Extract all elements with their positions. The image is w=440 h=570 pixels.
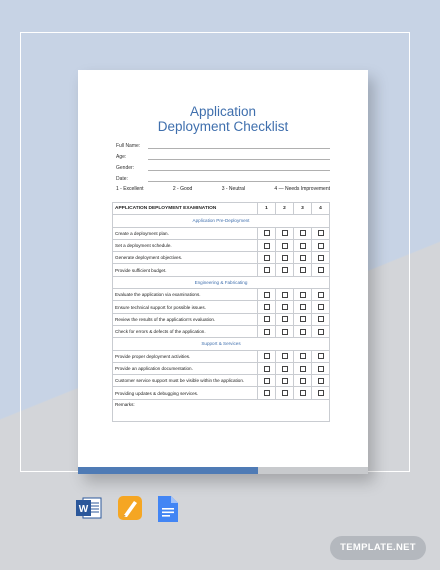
- checklist-item-row: [113, 350, 330, 362]
- checkbox[interactable]: [264, 353, 270, 359]
- section-title: Engineering & Fabricating: [113, 276, 330, 288]
- rating-cell: [276, 313, 294, 325]
- checkbox[interactable]: [264, 316, 270, 322]
- checklist-table: [112, 202, 330, 422]
- checkbox[interactable]: [318, 353, 324, 359]
- rating-legend: [116, 186, 330, 192]
- section-row: [113, 276, 330, 288]
- checkbox[interactable]: [282, 316, 288, 322]
- rating-cell: [294, 375, 312, 387]
- field-full-name: Full Name:: [116, 138, 330, 149]
- checkbox[interactable]: [318, 292, 324, 298]
- checkbox[interactable]: [300, 230, 306, 236]
- rating-cell: [294, 264, 312, 276]
- rating-cell: [258, 239, 276, 251]
- checklist-item-row: [113, 313, 330, 325]
- checkbox[interactable]: [300, 316, 306, 322]
- checkbox[interactable]: [282, 243, 288, 249]
- rating-cell: [312, 325, 330, 337]
- checkbox[interactable]: [300, 255, 306, 261]
- table-header-row: [113, 203, 330, 215]
- checkbox[interactable]: [264, 243, 270, 249]
- checkbox[interactable]: [300, 378, 306, 384]
- rating-cell: [276, 387, 294, 399]
- checkbox[interactable]: [264, 230, 270, 236]
- section-title: Application Pre-Deployment: [113, 215, 330, 227]
- checkbox[interactable]: [300, 390, 306, 396]
- checklist-item-row: [113, 252, 330, 264]
- rating-cell: [276, 264, 294, 276]
- rating-cell: [312, 387, 330, 399]
- rating-cell: [294, 289, 312, 301]
- checkbox[interactable]: [318, 255, 324, 261]
- checkbox[interactable]: [282, 329, 288, 335]
- checkbox[interactable]: [264, 366, 270, 372]
- rating-cell: [276, 325, 294, 337]
- checkbox[interactable]: [318, 316, 324, 322]
- document-title: [78, 104, 368, 134]
- table-header: APPLICATION DEPLOYMENT EXAMINATION: [113, 203, 258, 215]
- section-row: [113, 338, 330, 350]
- checkbox[interactable]: [282, 255, 288, 261]
- checkbox[interactable]: [300, 304, 306, 310]
- pages-icon[interactable]: [118, 496, 142, 525]
- checklist-item-row: [113, 289, 330, 301]
- checklist-item-label: Check for errors & defects of the application.: [113, 325, 258, 337]
- checkbox[interactable]: [318, 366, 324, 372]
- rating-cell: [258, 264, 276, 276]
- rating-cell: [258, 313, 276, 325]
- field-date: Date:: [116, 171, 330, 182]
- svg-text:W: W: [78, 504, 89, 515]
- checkbox[interactable]: [318, 230, 324, 236]
- field-age: Age:: [116, 149, 330, 160]
- checkbox[interactable]: [264, 378, 270, 384]
- checkbox[interactable]: [318, 243, 324, 249]
- table-body: [113, 215, 330, 421]
- checkbox[interactable]: [318, 390, 324, 396]
- footer-bar-blue: [78, 467, 258, 474]
- checklist-item-label: Create a deployment plan.: [113, 227, 258, 239]
- rating-cell: [294, 325, 312, 337]
- field-gender: Gender:: [116, 160, 330, 171]
- title-line-1: Application: [189, 104, 257, 119]
- title-line-2: Deployment Checklist: [157, 119, 289, 134]
- rating-cell: [312, 362, 330, 374]
- checkbox[interactable]: [300, 243, 306, 249]
- legend-1: 1 - Excellent: [116, 186, 144, 192]
- rating-cell: [276, 375, 294, 387]
- column-2: 2: [276, 203, 294, 215]
- checkbox[interactable]: [282, 353, 288, 359]
- checklist-item-label: Set a deployment schedule.: [113, 239, 258, 251]
- rating-cell: [294, 387, 312, 399]
- word-icon[interactable]: [76, 496, 102, 525]
- checkbox[interactable]: [300, 292, 306, 298]
- checklist-item-label: Ensure technical support for possible issues.: [113, 301, 258, 313]
- checklist-item-row: [113, 227, 330, 239]
- legend-3: 3 - Neutral: [221, 186, 246, 192]
- rating-cell: [258, 387, 276, 399]
- checkbox[interactable]: [282, 390, 288, 396]
- checkbox[interactable]: [264, 255, 270, 261]
- checkbox[interactable]: [282, 378, 288, 384]
- rating-cell: [258, 289, 276, 301]
- checkbox[interactable]: [264, 304, 270, 310]
- checkbox[interactable]: [300, 366, 306, 372]
- rating-cell: [312, 227, 330, 239]
- checklist-item-row: [113, 301, 330, 313]
- checklist-item-label: Generate deployment objectives.: [113, 252, 258, 264]
- rating-cell: [276, 289, 294, 301]
- rating-cell: [312, 252, 330, 264]
- checklist-item-row: [113, 387, 330, 399]
- rating-cell: [294, 227, 312, 239]
- checkbox[interactable]: [264, 267, 270, 273]
- document-page: [78, 70, 368, 474]
- checklist-item-label: Review the results of the application's evaluation.: [113, 313, 258, 325]
- checkbox[interactable]: [264, 292, 270, 298]
- checkbox[interactable]: [282, 267, 288, 273]
- checkbox[interactable]: [282, 304, 288, 310]
- rating-cell: [258, 252, 276, 264]
- checklist-item-row: [113, 239, 330, 251]
- rating-cell: [258, 227, 276, 239]
- remarks-row: [113, 399, 330, 421]
- template-net-watermark: TEMPLATE.NET: [330, 536, 426, 560]
- rating-cell: [312, 350, 330, 362]
- rating-cell: [276, 350, 294, 362]
- checklist-item-label: Provide proper deployment activities.: [113, 350, 258, 362]
- rating-cell: [312, 313, 330, 325]
- checkbox[interactable]: [282, 366, 288, 372]
- column-1: 1: [258, 203, 276, 215]
- rating-cell: [312, 375, 330, 387]
- checkbox[interactable]: [300, 329, 306, 335]
- rating-cell: [294, 239, 312, 251]
- remarks-label: Remarks:: [113, 399, 330, 421]
- checklist-item-label: Providing updates & debugging services.: [113, 387, 258, 399]
- legend-2: 2 - Good: [172, 186, 193, 192]
- rating-cell: [258, 375, 276, 387]
- rating-cell: [276, 239, 294, 251]
- checklist-item-label: Customer service support must be visible within the application.: [113, 375, 258, 387]
- checklist-item-label: Provide an application documentation.: [113, 362, 258, 374]
- footer-bar-grey: [258, 467, 368, 474]
- google-docs-icon[interactable]: [158, 496, 178, 527]
- checkbox[interactable]: [318, 267, 324, 273]
- rating-cell: [258, 350, 276, 362]
- rating-cell: [294, 301, 312, 313]
- checkbox[interactable]: [282, 230, 288, 236]
- rating-cell: [276, 301, 294, 313]
- checkbox[interactable]: [282, 292, 288, 298]
- rating-cell: [312, 239, 330, 251]
- rating-cell: [276, 227, 294, 239]
- checkbox[interactable]: [318, 329, 324, 335]
- info-fields: [116, 138, 330, 182]
- rating-cell: [312, 264, 330, 276]
- rating-cell: [294, 252, 312, 264]
- rating-cell: [276, 252, 294, 264]
- section-row: [113, 215, 330, 227]
- section-title: Support & Services: [113, 338, 330, 350]
- checkbox[interactable]: [318, 378, 324, 384]
- rating-cell: [258, 362, 276, 374]
- rating-cell: [258, 301, 276, 313]
- column-4: 4: [312, 203, 330, 215]
- rating-cell: [312, 289, 330, 301]
- rating-cell: [312, 301, 330, 313]
- checkbox[interactable]: [300, 353, 306, 359]
- rating-cell: [294, 362, 312, 374]
- checkbox[interactable]: [300, 267, 306, 273]
- checklist-item-row: [113, 325, 330, 337]
- rating-cell: [294, 350, 312, 362]
- rating-cell: [294, 313, 312, 325]
- rating-cell: [258, 325, 276, 337]
- checkbox[interactable]: [318, 304, 324, 310]
- legend-4: 4 — Needs Improvement: [274, 186, 330, 192]
- column-3: 3: [294, 203, 312, 215]
- checklist-item-row: [113, 375, 330, 387]
- checklist-item-row: [113, 264, 330, 276]
- checklist-item-label: Evaluate the application via examinations.: [113, 289, 258, 301]
- checklist-item-label: Provide sufficient budget.: [113, 264, 258, 276]
- checklist-item-row: [113, 362, 330, 374]
- checkbox[interactable]: [264, 329, 270, 335]
- rating-cell: [276, 362, 294, 374]
- checkbox[interactable]: [264, 390, 270, 396]
